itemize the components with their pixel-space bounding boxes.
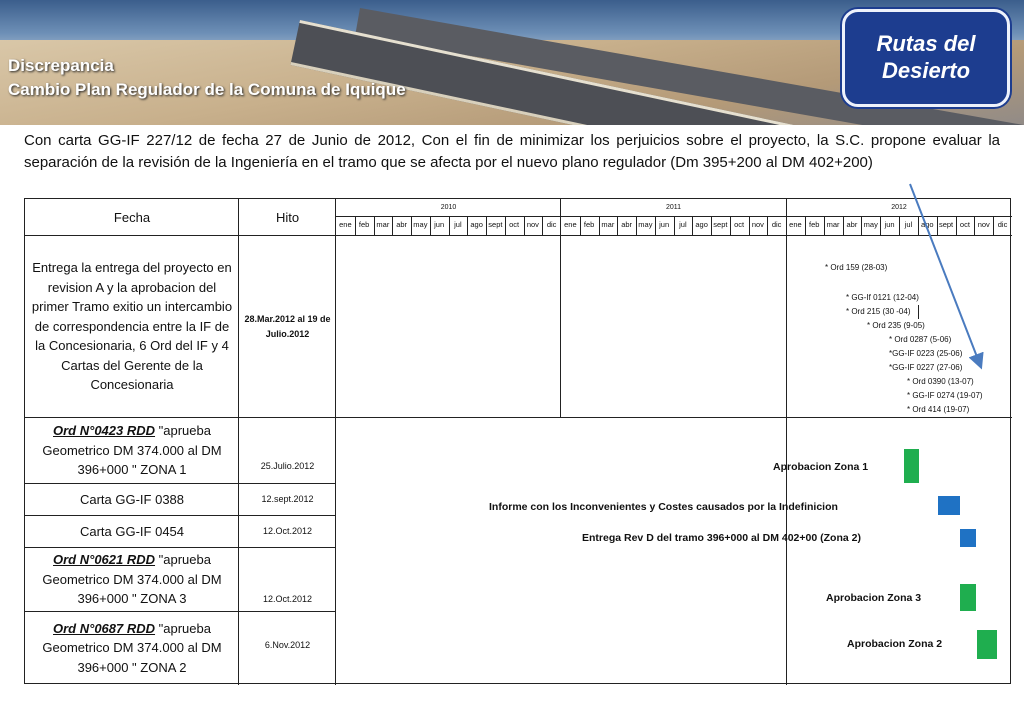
correspondence-note: * Ord 414 (19-07) bbox=[907, 405, 970, 414]
row-fecha-text: "aprueba Geometrico DM 374.000 al DM 396+000 " ZONA 3 bbox=[42, 552, 222, 607]
month-label: jul bbox=[679, 220, 687, 229]
correspondence-note: *GG-IF 0223 (25-06) bbox=[889, 349, 963, 358]
correspondence-note: * Ord 159 (28-03) bbox=[825, 263, 888, 272]
row-hito: 12.Oct.2012 bbox=[262, 526, 313, 536]
year-label: 2011 bbox=[665, 204, 682, 211]
month-label: oct bbox=[959, 220, 970, 229]
month-label: feb bbox=[809, 220, 820, 229]
month-label: may bbox=[863, 220, 878, 229]
row-fecha: Carta GG-IF 0388 bbox=[79, 491, 185, 507]
month-label: sept bbox=[488, 220, 503, 229]
page-title: Discrepancia bbox=[8, 56, 114, 75]
month-label: ago bbox=[470, 220, 483, 229]
month-label: ene bbox=[564, 220, 577, 229]
correspondence-note: * Ord 0390 (13-07) bbox=[907, 377, 974, 386]
row-hito: 25.Julio.2012 bbox=[260, 460, 315, 471]
gantt-label: Aprobacion Zona 2 bbox=[847, 638, 943, 650]
month-label: oct bbox=[509, 220, 520, 229]
intro-paragraph: Con carta GG-IF 227/12 de fecha 27 de Junio de 2012, Con el fin de minimizar los perjuicios sobre el proyecto, la S.C. propone evaluar la separación de la revisión de la Ingeniería en el tramo que se afecta por el nuevo plano regulador (Dm 395+200 al DM 402+200) bbox=[24, 132, 1000, 171]
row-fecha-text: "aprueba Geometrico DM 374.000 al DM 396+000 " ZONA 2 bbox=[42, 620, 222, 675]
row-hito: 6.Nov.2012 bbox=[264, 639, 311, 650]
month-label: sept bbox=[938, 220, 954, 229]
logo-text: Desierto bbox=[881, 58, 971, 83]
row-hito: 12.Oct.2012 bbox=[262, 593, 313, 604]
correspondence-note: * Ord 215 (30 -04) bbox=[846, 307, 911, 316]
gantt-label: Entrega Rev D del tramo 396+000 al DM 402+00 (Zona 2) bbox=[582, 532, 861, 544]
month-label: ene bbox=[339, 220, 352, 229]
year-label: 2012 bbox=[891, 204, 907, 211]
ord-reference: Ord N°0423 RDD bbox=[53, 423, 156, 439]
correspondence-note: * GG-IF 0274 (19-07) bbox=[907, 391, 983, 400]
month-label: dic bbox=[546, 220, 557, 229]
month-label: ago bbox=[695, 220, 708, 229]
month-label: jul bbox=[904, 220, 913, 229]
month-label: ago bbox=[920, 220, 934, 229]
correspondence-note: * Ord 235 (9-05) bbox=[867, 321, 925, 330]
header-fecha: Fecha bbox=[113, 209, 151, 225]
month-label: ene bbox=[789, 220, 802, 229]
month-label: jun bbox=[434, 220, 445, 229]
month-label: oct bbox=[734, 220, 745, 229]
month-label: jun bbox=[659, 220, 670, 229]
month-label: abr bbox=[396, 220, 408, 229]
logo-text: Rutas del bbox=[876, 31, 976, 56]
row-fecha: Entrega la entrega del proyecto en revision A y la aprobacion del primer Tramo exitio un intercambio de correspondencia entre la IF de la Concesionaria, 6 Ord del IF y 4 Cartas del Gerente de la Concesionaria bbox=[31, 260, 233, 393]
correspondence-note: * GG-If 0121 (12-04) bbox=[846, 293, 919, 302]
month-label: nov bbox=[526, 220, 539, 229]
row-hito: 12.sept.2012 bbox=[261, 494, 314, 504]
correspondence-note: *GG-IF 0227 (27-06) bbox=[889, 363, 963, 372]
month-label: mar bbox=[376, 220, 390, 229]
ord-reference: Ord N°0621 RDD bbox=[53, 552, 156, 568]
month-label: may bbox=[413, 220, 428, 229]
month-label: abr bbox=[846, 220, 858, 229]
month-label: mar bbox=[601, 220, 615, 229]
month-label: may bbox=[638, 220, 653, 229]
gantt-label: Aprobacion Zona 1 bbox=[773, 461, 869, 473]
month-label: nov bbox=[751, 220, 764, 229]
month-label: feb bbox=[583, 220, 595, 229]
correspondence-note: * Ord 0287 (5-06) bbox=[889, 335, 952, 344]
year-label: 2010 bbox=[440, 204, 457, 211]
month-label: sept bbox=[713, 220, 728, 229]
month-label: dic bbox=[771, 220, 782, 229]
month-label: feb bbox=[358, 220, 370, 229]
row-fecha-text: "aprueba Geometrico DM 374.000 al DM 396+000 " ZONA 1 bbox=[42, 423, 222, 478]
header-hito: Hito bbox=[275, 209, 300, 225]
ord-reference: Ord N°0687 RDD bbox=[53, 620, 156, 636]
month-label: nov bbox=[977, 220, 990, 229]
month-label: abr bbox=[621, 220, 633, 229]
month-label: mar bbox=[826, 220, 840, 229]
row-fecha: Carta GG-IF 0454 bbox=[79, 523, 185, 539]
month-label: jul bbox=[454, 220, 462, 229]
gantt-label: Aprobacion Zona 3 bbox=[826, 592, 922, 604]
month-label: dic bbox=[997, 220, 1008, 229]
arrow-icon bbox=[910, 184, 979, 362]
month-label: jun bbox=[884, 220, 895, 229]
page-subtitle: Cambio Plan Regulador de la Comuna de Iquique bbox=[8, 80, 406, 99]
gantt-label: Informe con los Inconvenientes y Costes causados por la Indefinicion bbox=[489, 501, 838, 513]
row-hito: 28.Mar.2012 al 19 de Julio.2012 bbox=[244, 313, 331, 339]
